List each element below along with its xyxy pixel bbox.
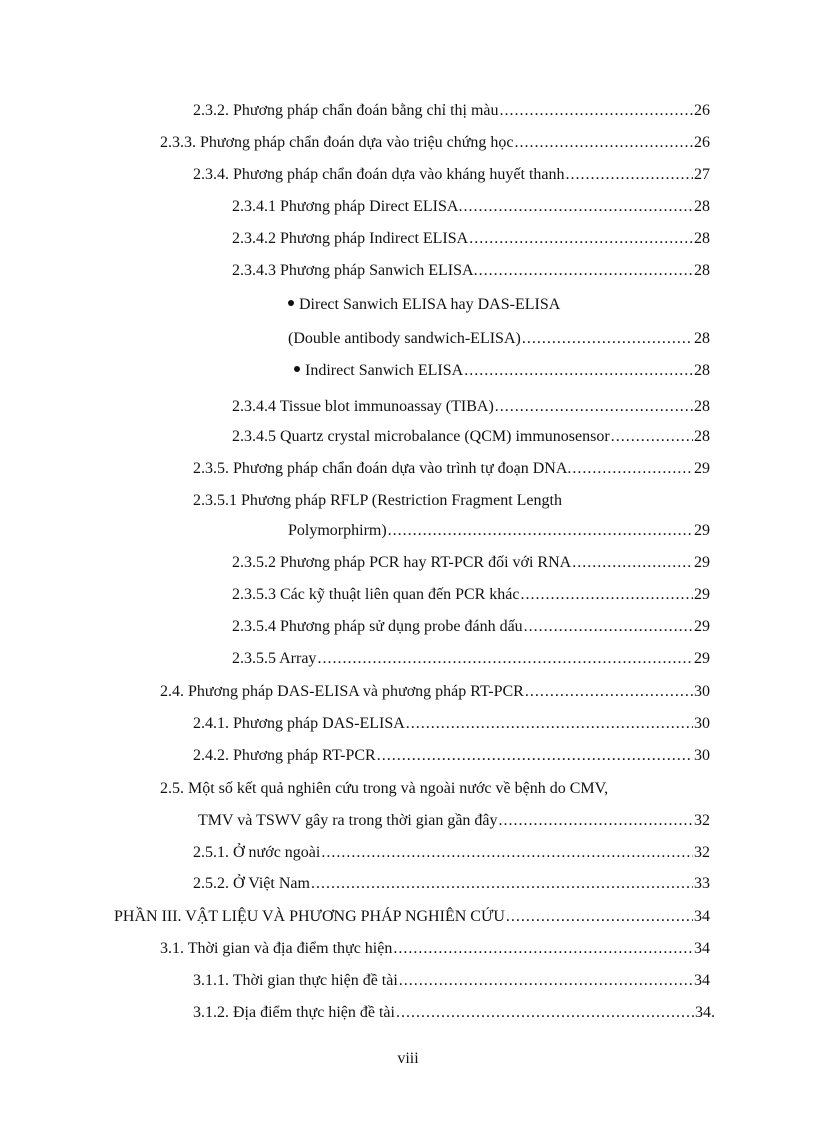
toc-entry-title: 2.4.1. Phương pháp DAS-ELISA — [193, 715, 405, 732]
dot-leader — [311, 872, 693, 896]
toc-entry-title-text: Indirect Sanwich ELISA — [305, 362, 464, 379]
toc-entry — [232, 425, 710, 449]
toc-entry-title: 2.3.5.4 Phương pháp sử dụng probe đánh dấu — [232, 618, 523, 635]
toc-entry — [193, 841, 710, 865]
toc-entry — [193, 744, 710, 768]
toc-entry-title: (Double antibody sandwich-ELISA) — [288, 330, 521, 347]
toc-entry-title: 3.1.2. Địa điểm thực hiện đề tài — [193, 1004, 395, 1021]
toc-entry-title: Direct Sanwich ELISA hay DAS-ELISA — [299, 296, 561, 313]
toc-entry-page: 26 — [694, 134, 710, 151]
toc-entry-title — [294, 359, 463, 383]
toc-entry-title: 2.3.4.4 Tissue blot immunoassay (TIBA) — [232, 398, 494, 415]
toc-entry — [232, 551, 710, 575]
toc-entry-title: 2.3.5.5 Array — [232, 650, 317, 667]
toc-entry-title: 2.3.5.1 Phương pháp RFLP (Restriction Fragment Length — [193, 492, 562, 509]
toc-entry-page: 33 — [694, 875, 710, 892]
dot-leader — [388, 519, 693, 543]
page-number: viii — [397, 1050, 419, 1067]
toc-entry — [193, 712, 710, 736]
toc-entry-title: 2.3.5.3 Các kỹ thuật liên quan đến PCR khác — [232, 586, 520, 603]
toc-entry-page: 30 — [694, 683, 710, 700]
dot-leader — [396, 1001, 694, 1025]
toc-entry-page: 30 — [694, 747, 710, 764]
toc-entry — [114, 905, 710, 929]
dot-leader — [495, 395, 693, 419]
toc-entry-page: 28 — [694, 198, 710, 215]
toc-entry-title: 2.3.5.2 Phương pháp PCR hay RT-PCR đối với RNA — [232, 554, 572, 571]
toc-entry-page: 32 — [694, 812, 710, 829]
dot-leader — [377, 744, 693, 768]
toc-entry — [232, 195, 710, 219]
toc-entry-page: 29 — [694, 460, 710, 477]
toc-entry-title: 2.3.4.1 Phương pháp Direct ELISA. — [232, 198, 463, 215]
dot-leader — [572, 457, 693, 481]
toc-entry — [232, 647, 710, 671]
dot-leader — [572, 551, 693, 575]
toc-entry — [288, 519, 710, 543]
toc-entry-page: 32 — [694, 844, 710, 861]
toc-entry — [160, 680, 710, 704]
toc-entry-title: 2.3.4. Phương pháp chẩn đoán dựa vào kháng huyết thanh — [193, 166, 565, 183]
toc-entry-page: 28 — [694, 362, 710, 379]
toc-entry — [232, 583, 710, 607]
dot-leader — [399, 969, 693, 993]
toc-entry — [232, 395, 710, 419]
toc-entry-title: 2.5.2. Ở Việt Nam — [193, 875, 310, 892]
dot-leader — [464, 359, 693, 383]
toc-entry — [232, 227, 710, 251]
dot-leader — [522, 327, 693, 351]
toc-entry — [193, 1001, 715, 1025]
dot-leader — [611, 425, 693, 449]
dot-leader — [393, 937, 693, 961]
toc-entry — [294, 359, 710, 383]
toc-entry-page: 34. — [695, 1004, 715, 1021]
dot-leader — [500, 99, 693, 123]
toc-entry-page: 29 — [694, 586, 710, 603]
toc-entry — [193, 457, 710, 481]
toc-entry — [232, 615, 710, 639]
toc-entry-page: 34 — [694, 908, 710, 925]
toc-entry — [193, 163, 710, 187]
toc-entry — [198, 809, 710, 833]
toc-entry-title: 2.3.4.3 Phương pháp Sanwich ELISA. — [232, 262, 478, 279]
toc-entry-title: 3.1.1. Thời gian thực hiện đề tài — [193, 972, 398, 989]
toc-entry — [160, 937, 710, 961]
toc-entry-title: 2.3.5. Phương pháp chẩn đoán dựa vào trình tự đoạn DNA. — [193, 460, 572, 477]
toc-entry — [193, 99, 710, 123]
toc-entry-page: 28 — [694, 262, 710, 279]
dot-leader — [317, 647, 693, 671]
dot-leader — [515, 131, 693, 155]
bullet-icon — [288, 300, 294, 306]
toc-entry-title: 2.3.3. Phương pháp chẩn đoán dựa vào triệu chứng học — [160, 134, 514, 151]
toc-entry-line — [160, 777, 608, 801]
dot-leader — [566, 163, 693, 187]
dot-leader — [321, 841, 693, 865]
toc-entry-page: 26 — [694, 102, 710, 119]
dot-leader — [406, 712, 693, 736]
toc-entry-title: 2.5. Một số kết quả nghiên cứu trong và ngoài nước về bệnh do CMV, — [160, 780, 609, 797]
dot-leader — [521, 583, 693, 607]
toc-entry-line — [288, 293, 560, 317]
toc-entry-page: 30 — [694, 715, 710, 732]
dot-leader — [499, 809, 693, 833]
toc-entry-page: 29 — [694, 554, 710, 571]
dot-leader — [525, 680, 693, 704]
toc-entry-title: 2.4.2. Phương pháp RT-PCR — [193, 747, 376, 764]
dot-leader — [506, 905, 693, 929]
toc-entry-title: PHẦN III. VẬT LIỆU VÀ PHƯƠNG PHÁP NGHIÊN CỨU — [114, 908, 505, 925]
toc-entry-title: 3.1. Thời gian và địa điểm thực hiện — [160, 940, 393, 957]
dot-leader — [479, 259, 693, 283]
toc-entry-page: 34 — [694, 972, 710, 989]
toc-entry-page: 29 — [694, 522, 710, 539]
toc-entry — [193, 969, 710, 993]
toc-entry-page: 28 — [694, 330, 710, 347]
dot-leader — [463, 195, 693, 219]
toc-entry-title: 2.3.4.5 Quartz crystal microbalance (QCM) immunosensor — [232, 428, 610, 445]
toc-entry-page: 29 — [694, 650, 710, 667]
dot-leader — [524, 615, 693, 639]
toc-entry-title: 2.3.2. Phương pháp chẩn đoán bằng chỉ thị màu — [193, 102, 499, 119]
toc-entry-title: 2.3.4.2 Phương pháp Indirect ELISA — [232, 230, 469, 247]
dot-leader — [469, 227, 693, 251]
toc-entry-page: 29 — [694, 618, 710, 635]
toc-entry-line — [193, 489, 562, 513]
toc-entry-page: 28 — [694, 428, 710, 445]
toc-entry-title: Polymorphirm) — [288, 522, 387, 539]
toc-entry-title: TMV và TSWV gây ra trong thời gian gần đây — [198, 812, 498, 829]
toc-entry — [160, 131, 710, 155]
toc-entry — [193, 872, 710, 896]
toc-entry-page: 34 — [694, 940, 710, 957]
toc-entry — [288, 327, 710, 351]
toc-entry-page: 28 — [694, 398, 710, 415]
toc-entry-title: 2.5.1. Ở nước ngoài — [193, 844, 321, 861]
toc-entry-page: 27 — [694, 166, 710, 183]
toc-entry-title: 2.4. Phương pháp DAS-ELISA và phương pháp RT-PCR — [160, 683, 524, 700]
toc-entry-page: 28 — [694, 230, 710, 247]
toc-entry — [232, 259, 710, 283]
bullet-icon — [294, 366, 300, 372]
